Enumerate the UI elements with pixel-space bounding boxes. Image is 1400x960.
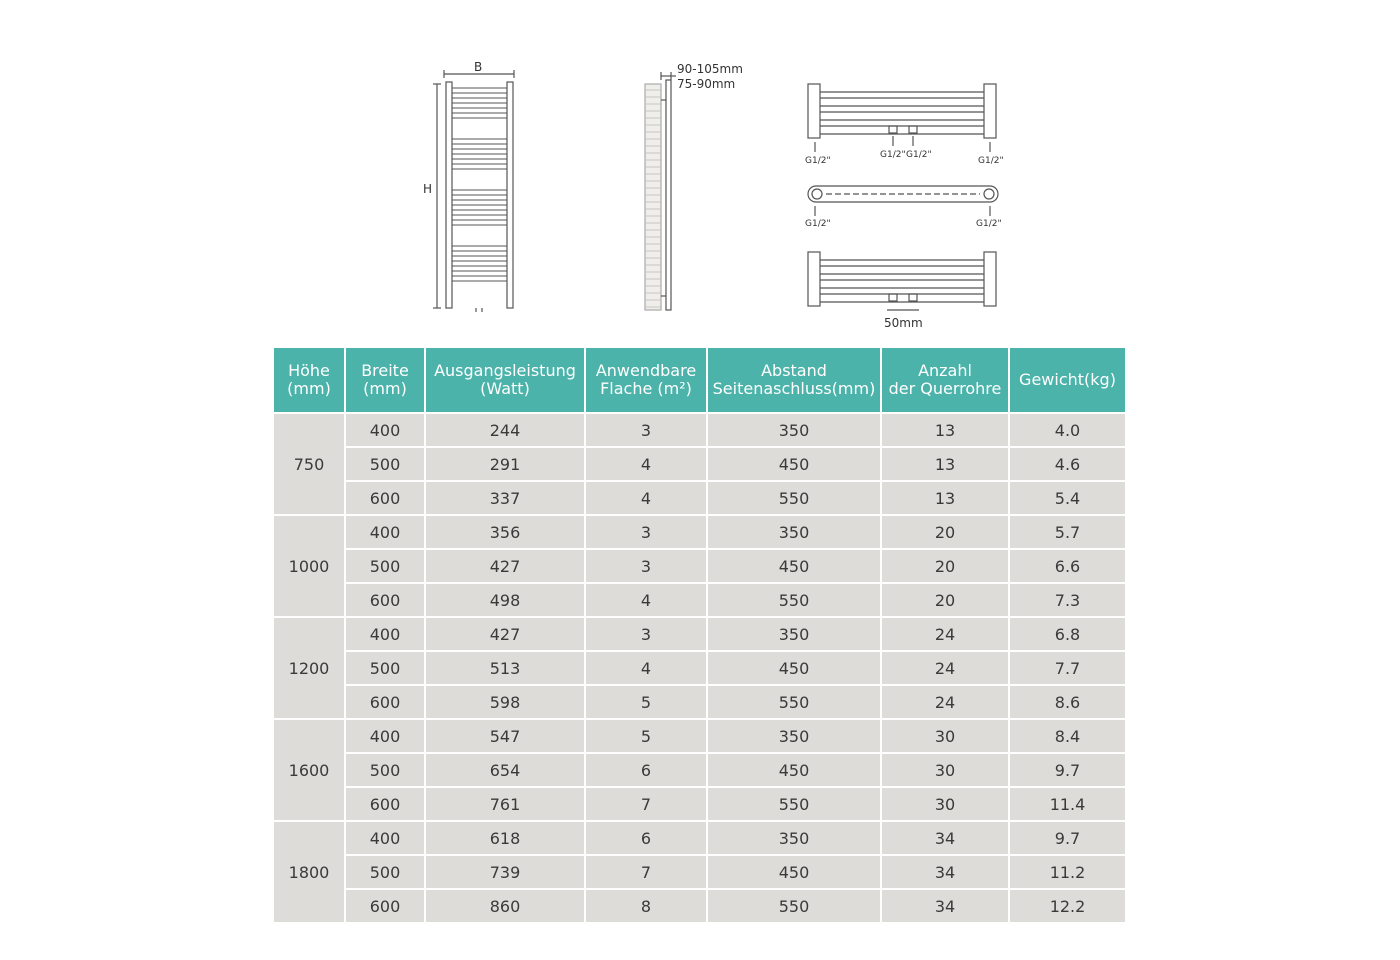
table-cell: 350: [707, 719, 881, 753]
table-cell: 761: [425, 787, 585, 821]
table-row: [274, 515, 1125, 549]
column-header: [345, 348, 425, 413]
table-row: [274, 617, 1125, 651]
column-header-line2: Flache (m²): [600, 379, 692, 398]
table-row: [274, 549, 1125, 583]
table-cell: 450: [707, 651, 881, 685]
table-cell: 450: [707, 753, 881, 787]
column-header: [274, 348, 345, 413]
table-row: [274, 651, 1125, 685]
table-cell: 3: [585, 515, 707, 549]
table-cell: 244: [425, 413, 585, 447]
table-row: [274, 447, 1125, 481]
table-cell: 550: [707, 583, 881, 617]
table-cell: 6.6: [1009, 549, 1125, 583]
table-cell: 4: [585, 481, 707, 515]
specifications-table: [274, 348, 1125, 916]
table-cell: 498: [425, 583, 585, 617]
column-header: [425, 348, 585, 413]
table-cell: 30: [881, 753, 1009, 787]
table-cell: 4: [585, 583, 707, 617]
table-cell: 450: [707, 549, 881, 583]
table-row: [274, 413, 1125, 447]
table-cell: 450: [707, 855, 881, 889]
table-cell: 5: [585, 685, 707, 719]
table-cell: 400: [345, 413, 425, 447]
column-header-line1: Höhe: [288, 361, 330, 380]
table-cell: 13: [881, 481, 1009, 515]
table-cell: 34: [881, 889, 1009, 922]
table-cell: 550: [707, 787, 881, 821]
table-cell: 600: [345, 787, 425, 821]
table-row: [274, 889, 1125, 922]
table-cell: 400: [345, 515, 425, 549]
table-cell: 3: [585, 413, 707, 447]
table-row: [274, 481, 1125, 515]
column-header-line2: (mm): [287, 379, 331, 398]
table-cell: 600: [345, 481, 425, 515]
table-cell: 550: [707, 685, 881, 719]
thread-label: G1/2": [906, 150, 932, 160]
thread-label: G1/2": [805, 156, 831, 166]
table-cell: 550: [707, 481, 881, 515]
table-row: [274, 719, 1125, 753]
table-cell: 400: [345, 821, 425, 855]
table-cell: 500: [345, 651, 425, 685]
side-view-drawing: [645, 72, 676, 310]
table-cell: 400: [345, 617, 425, 651]
table-cell: 30: [881, 719, 1009, 753]
table-cell: 11.2: [1009, 855, 1125, 889]
valve-spacing-label: 50mm: [884, 316, 923, 330]
column-header-line1: Ausgangsleistung: [434, 361, 576, 380]
thread-label: G1/2": [978, 156, 1004, 166]
table-cell: 500: [345, 447, 425, 481]
table-cell: 618: [425, 821, 585, 855]
technical-drawings: [0, 0, 1400, 340]
table-cell: 24: [881, 685, 1009, 719]
table-cell: 4: [585, 651, 707, 685]
table-cell: 4: [585, 447, 707, 481]
front-view-drawing: [433, 70, 514, 312]
table-cell: 860: [425, 889, 585, 922]
table-row: [274, 855, 1125, 889]
column-header-line1: Breite: [361, 361, 409, 380]
table-cell: 513: [425, 651, 585, 685]
table-cell: 500: [345, 855, 425, 889]
table-cell: 5.4: [1009, 481, 1125, 515]
table-cell: 356: [425, 515, 585, 549]
table-row: [274, 753, 1125, 787]
column-header: [1009, 348, 1125, 413]
column-header-line2: (mm): [363, 379, 407, 398]
table-cell: 291: [425, 447, 585, 481]
table-cell: 600: [345, 685, 425, 719]
spec-table: [274, 348, 1125, 922]
column-header: [585, 348, 707, 413]
table-cell: 6: [585, 821, 707, 855]
table-cell: 7.3: [1009, 583, 1125, 617]
table-cell: 500: [345, 753, 425, 787]
thread-label: G1/2": [880, 150, 906, 160]
table-cell: 547: [425, 719, 585, 753]
table-row: [274, 787, 1125, 821]
column-header-line1: Anzahl: [918, 361, 972, 380]
table-cell: 11.4: [1009, 787, 1125, 821]
table-cell: 20: [881, 549, 1009, 583]
table-cell: 337: [425, 481, 585, 515]
top-connection-view: [808, 186, 998, 216]
height-cell: 1200: [274, 617, 345, 719]
table-cell: 427: [425, 549, 585, 583]
table-cell: 654: [425, 753, 585, 787]
table-cell: 4.6: [1009, 447, 1125, 481]
table-cell: 600: [345, 889, 425, 922]
table-cell: 6.8: [1009, 617, 1125, 651]
table-cell: 4.0: [1009, 413, 1125, 447]
table-cell: 8: [585, 889, 707, 922]
table-cell: 427: [425, 617, 585, 651]
table-cell: 350: [707, 515, 881, 549]
table-cell: 20: [881, 515, 1009, 549]
table-cell: 550: [707, 889, 881, 922]
table-cell: 6: [585, 753, 707, 787]
table-cell: 34: [881, 855, 1009, 889]
table-cell: 24: [881, 651, 1009, 685]
table-cell: 13: [881, 413, 1009, 447]
table-cell: 350: [707, 821, 881, 855]
height-label: H: [423, 182, 433, 196]
table-cell: 3: [585, 549, 707, 583]
table-cell: 7: [585, 787, 707, 821]
table-cell: 450: [707, 447, 881, 481]
table-cell: 739: [425, 855, 585, 889]
table-cell: 500: [345, 549, 425, 583]
thread-label: G1/2": [805, 219, 831, 229]
thread-label: G1/2": [976, 219, 1002, 229]
table-cell: 34: [881, 821, 1009, 855]
column-header: [881, 348, 1009, 413]
table-cell: 9.7: [1009, 753, 1125, 787]
table-cell: 3: [585, 617, 707, 651]
middle-connection-view: [808, 252, 996, 310]
table-cell: 350: [707, 413, 881, 447]
table-cell: 24: [881, 617, 1009, 651]
table-cell: 9.7: [1009, 821, 1125, 855]
height-cell: 1600: [274, 719, 345, 821]
column-header: [707, 348, 881, 413]
width-label: B: [474, 60, 483, 74]
column-header-line1: Abstand: [761, 361, 827, 380]
table-row: [274, 685, 1125, 719]
column-header-line2: der Querrohre: [888, 379, 1002, 398]
depth-outer-label: 90-105mm: [677, 62, 743, 76]
height-cell: 1800: [274, 821, 345, 922]
table-cell: 7.7: [1009, 651, 1125, 685]
table-row: [274, 821, 1125, 855]
table-header-row: [274, 348, 1125, 413]
table-cell: 12.2: [1009, 889, 1125, 922]
bottom-connection-view: [808, 84, 996, 152]
table-cell: 5: [585, 719, 707, 753]
table-cell: 350: [707, 617, 881, 651]
table-cell: 5.7: [1009, 515, 1125, 549]
table-body: [274, 413, 1125, 922]
column-header-line1: Gewicht(kg): [1019, 370, 1116, 389]
table-cell: 7: [585, 855, 707, 889]
table-row: [274, 583, 1125, 617]
table-cell: 13: [881, 447, 1009, 481]
height-cell: 1000: [274, 515, 345, 617]
table-cell: 8.6: [1009, 685, 1125, 719]
column-header-line2: (Watt): [480, 379, 530, 398]
column-header-line2: Seitenaschluss(mm): [712, 379, 876, 398]
table-cell: 600: [345, 583, 425, 617]
depth-inner-label: 75-90mm: [677, 77, 736, 91]
height-cell: 750: [274, 413, 345, 515]
table-cell: 8.4: [1009, 719, 1125, 753]
table-cell: 20: [881, 583, 1009, 617]
table-cell: 598: [425, 685, 585, 719]
table-cell: 30: [881, 787, 1009, 821]
table-cell: 400: [345, 719, 425, 753]
radiator-drawings-svg: [0, 0, 1400, 340]
column-header-line1: Anwendbare: [595, 361, 697, 380]
